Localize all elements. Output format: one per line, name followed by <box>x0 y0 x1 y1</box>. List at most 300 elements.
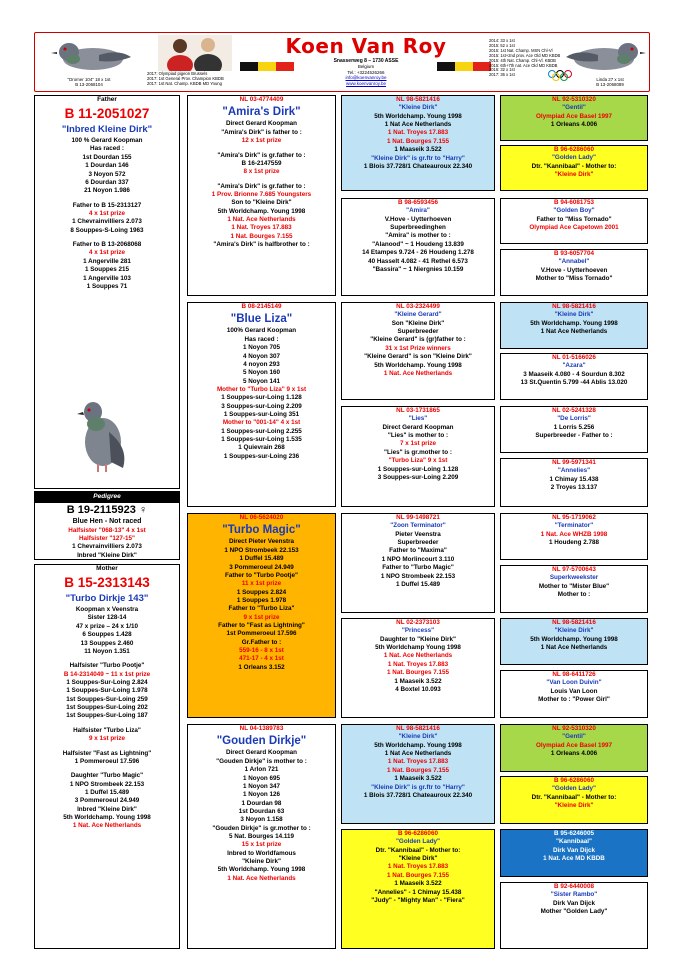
info-line: 1 Duffel 15.489 <box>395 580 441 588</box>
ring-number: NL 99-1498721 <box>396 514 440 521</box>
info-line: 5 Noyon 160 <box>242 369 281 377</box>
pigeon-name: "Annabel" <box>558 258 590 266</box>
info-line: 1 Maaseik 3.522 <box>394 146 442 154</box>
info-line: "Judy" - "Mighty Man" - "Fiera" <box>371 896 465 904</box>
pigeon-photo-right <box>564 35 650 79</box>
father-to-line: Father to B 15-2313127 <box>72 201 142 209</box>
header-banner <box>34 32 650 92</box>
titles-list <box>147 71 224 86</box>
father-line: 6 Dourdan 337 <box>85 178 129 186</box>
info-line: Inbred to Worldfamous <box>227 849 296 857</box>
mother-box <box>34 564 180 949</box>
info-line: 1 Houdeng 2.788 <box>548 539 600 547</box>
pigeon-name: "Kleine Dirk" <box>554 311 594 319</box>
info-line: 5th Worldchamp. Young 1998 <box>530 635 618 643</box>
info-line: Mother to : "Power Girl" <box>538 696 610 704</box>
kleine-dirk-box-1 <box>341 95 495 191</box>
info-line: Direct Pieter Veenstra <box>228 538 295 546</box>
info-line: 1 Quievrain 268 <box>238 444 285 452</box>
ring-number: B 96-6286060 <box>554 777 594 784</box>
info-line: Mother to "Miss Tornado" <box>535 275 613 283</box>
info-line: Pieter Veenstra <box>395 530 441 538</box>
info-line-red: 1 Nat. Ace Netherlands <box>227 874 296 882</box>
info-line: Louis Van Loon <box>550 687 598 695</box>
gouden-dirkje-box <box>187 724 336 949</box>
amira-box <box>341 198 495 296</box>
mother-line: 1 Souppes-Sur-Loing 1.978 <box>66 687 148 695</box>
info-line-red: 12 x 1st prize <box>241 137 282 145</box>
ring-number: NL 92-5310320 <box>552 725 596 732</box>
pigeon-name: "Golden Lady" <box>395 838 441 846</box>
email-link[interactable]: info@koenvanroy.be <box>345 75 387 81</box>
father-line: 1 Dourdan 146 <box>85 162 129 170</box>
info-line: 1 Duffel 15.489 <box>239 555 284 563</box>
mother-line: 1 Souppes-Sur-Loing 2.824 <box>66 678 148 686</box>
achievement-line: 2015: 1st+2nd prov. Ace Old MD KBDB <box>489 52 561 58</box>
father-line: 1st Dourdan 155 <box>82 153 132 161</box>
achievement-line: 2017: 36 x 1st <box>489 72 515 78</box>
subject-box <box>34 502 180 560</box>
pigeon-name: "Gentil" <box>562 104 586 112</box>
father-line: 3 Noyon 572 <box>88 170 126 178</box>
info-line: 1 Souppes-sur-Loing 1.128 <box>377 465 459 473</box>
father-ring: B 11-2051027 <box>64 105 150 121</box>
info-line: 1 Souppes 1.978 <box>236 596 287 604</box>
info-line-red: 1 Prov. Brionne 7.685 Youngsters <box>211 190 312 198</box>
info-line: Dirk Van Dijck <box>553 846 595 854</box>
pigeon-name: "Sister Rambo" <box>550 891 598 899</box>
mother-halfsister-prize: B 14-2314049 ~ 11 x 1st prize <box>63 670 151 678</box>
ring-number: NL 03-4774409 <box>239 96 284 103</box>
info-line: Direct Gerard Koopman <box>225 749 298 757</box>
info-line: 5th Worldchamp. Young 1998 <box>374 361 462 369</box>
info-line: 5 Nat. Bourges 14.119 <box>228 833 295 841</box>
info-line: 1 Souppes-sur-Loing 1.128 <box>221 394 302 402</box>
ring-number: B 96-6286060 <box>398 830 438 837</box>
info-line: V.Hove - Uytterhoeven <box>384 215 452 223</box>
info-line-red: 1 Nat. Bourges 7.155 <box>387 871 449 879</box>
left-caption-line-2: B 13-2068104 <box>75 81 103 87</box>
pigeon-name: "Kannibaal" <box>555 838 593 846</box>
info-line: V.Hove - Uytterhoeven <box>540 266 608 274</box>
annelies-box <box>500 458 648 507</box>
princess-box <box>341 618 495 718</box>
info-line: 4 Noyon 307 <box>242 352 281 360</box>
info-line-red: Mother to "Turbo Liza" 9 x 1st <box>216 385 307 393</box>
info-line: 1 Souppes-sur-Loing 1.535 <box>221 436 302 444</box>
info-line: 1 Blois 37.728/1 Chateauroux 22.340 <box>363 791 473 799</box>
father-line: 8 Souppes-S-Loing 1963 <box>70 226 144 234</box>
achievement-line: 2014: 33 x 1st <box>489 38 515 43</box>
title-line: 2017: 1st General Prov. Champion KBDB <box>147 76 224 82</box>
info-line-blue: "Kleine Dirk" is gr.ftr to "Harry" <box>371 783 465 791</box>
info-line-red: Mother to "001-14" 4 x 1st <box>222 419 301 427</box>
info-line: 1 Souppes-sur-Loing 351 <box>223 411 300 419</box>
terminator-box <box>500 513 648 560</box>
info-line: Has raced : <box>244 335 279 343</box>
subject-halfsister: Halfsister "127-15" <box>78 534 136 542</box>
info-line: 1st Dourdan 63 <box>238 807 285 815</box>
turbo-magic-box <box>187 513 336 718</box>
golden-boy-box <box>500 198 648 244</box>
pigeon-name: "Turbo Magic" <box>222 524 301 537</box>
ring-number: NL 98-5821416 <box>552 619 596 626</box>
info-line: 2 Troyes 13.137 <box>550 484 598 492</box>
kleine-gerard-box <box>341 302 495 400</box>
right-caption-line-2: B 13-2068089 <box>596 81 624 87</box>
ring-number: NL 04-1389783 <box>239 725 284 732</box>
ring-number: NL 98-6411726 <box>552 671 596 678</box>
mother-line: 5th Worldchamp. Young 1998 <box>63 814 151 822</box>
info-line: "Amira's Dirk" is gr.father to : <box>217 151 306 159</box>
ring-number: NL 92-5310320 <box>552 96 596 103</box>
info-line: Mother "Golden Lady" <box>540 908 608 916</box>
pedigree-label: Pedigree <box>34 491 180 502</box>
left-caption-line-1: "Dromer 104" 18 x 1st <box>67 77 111 82</box>
info-line-blue: "Kleine Dirk" is gr.ftr to "Harry" <box>371 154 465 162</box>
mother-line: 1st Souppes-Sur-Loing 259 <box>66 695 148 703</box>
info-line: 1 Souppes-sur-Loing 2.255 <box>221 427 302 435</box>
info-line: "Amira's Dirk" is gr.father to : <box>217 182 306 190</box>
pigeon-name: Superkweekster <box>549 574 599 582</box>
father-name: "Inbred Kleine Dirk" <box>61 123 153 135</box>
info-line-red: 1 Nat. Troyes 17.883 <box>387 129 449 137</box>
pigeon-name: "Blue Liza" <box>230 313 293 326</box>
mother-line: Koopman x Veenstra <box>75 606 139 614</box>
info-line: 3 Souppes-sur-Loing 2.209 <box>377 473 459 481</box>
pigeon-name: "Zoon Terminator" <box>390 522 446 530</box>
telephone: Tel.: +3224526266 <box>347 69 385 75</box>
subject-ring: B 19-2115923 ♀ <box>66 504 148 516</box>
father-line: 1 Chevrainvilliers 2.073 <box>72 218 142 226</box>
info-line-red: 1 Nat. Troyes 17.883 <box>387 758 449 766</box>
info-line: Father to "Turbo Liza" <box>228 605 295 613</box>
info-line: Mother to : <box>557 591 591 599</box>
info-line-red: 1 Nat. Ace Netherlands <box>227 216 296 224</box>
info-line-red: 1 Nat. Ace Netherlands <box>383 652 453 660</box>
info-line-red: Olympiad Ace Basel 1997 <box>535 112 613 120</box>
info-line-red: 1 Nat. Bourges 7.155 <box>387 669 449 677</box>
info-line: 1 Noyon 705 <box>242 344 281 352</box>
info-line: Father to "Maxima" <box>389 547 447 555</box>
mother-line: 11 Noyon 1.351 <box>84 647 130 655</box>
info-line: Mother to "Mister Blue" <box>538 582 610 590</box>
mother-halfsister: Halfsister "Turbo Pootje" <box>69 662 145 670</box>
info-line: 3 Maaseik 4.080 - 4 Sourdun 8.302 <box>523 370 625 378</box>
golden-lady-box-main <box>341 829 495 949</box>
pigeon-name: "Lies" <box>408 415 428 423</box>
belgian-flag-stripe-left <box>240 62 294 71</box>
info-line-red: 1 Nat. Troyes 17.883 <box>231 224 292 232</box>
pigeon-photo-left <box>47 35 133 79</box>
subject-description: Blue Hen - Not raced <box>72 518 142 526</box>
father-to-line: Father to B 13-2068068 <box>72 241 142 249</box>
achievement-line: 2016: 32 x 1st <box>489 67 515 73</box>
right-caption-line-1: Linda 27 x 1st <box>596 77 624 82</box>
info-line: Dirk Van Dijck <box>553 899 595 907</box>
kleine-dirk-box-3 <box>500 302 648 349</box>
people-photo <box>158 35 232 71</box>
ring-number: B 92-6440008 <box>554 883 594 890</box>
info-line: 1 Chimay 15.438 <box>549 475 599 483</box>
info-line: 4 Boxtel 10.093 <box>395 685 441 693</box>
info-line: Gr.Father to : <box>241 638 282 646</box>
mother-line: 47 x prize – 24 x 1/10 <box>76 622 138 630</box>
info-line: "Gouden Dirkje" is gr.mother to : <box>212 824 311 832</box>
street: Snasserweg 8 – 1730 ASSE <box>333 58 399 64</box>
info-line: 1 Souppes-sur-Loing 236 <box>223 452 300 460</box>
info-line-red: 1 Nat. Troyes 17.883 <box>387 863 449 871</box>
father-line: 1 Angerville 281 <box>83 257 131 265</box>
title-line: 2017: 1st Nat. Champ. KBDB MD Young <box>147 81 222 87</box>
info-line-red: 9 x 1st prize <box>243 613 280 621</box>
pigeon-name: "Golden Lady" <box>551 154 597 162</box>
blue-liza-box <box>187 302 336 507</box>
info-line: 1 Noyon 347 <box>242 782 281 790</box>
left-pigeon-caption <box>49 78 129 88</box>
pigeon-name: "Amira's Dirk" <box>222 106 301 119</box>
info-line: 1 Nat. Ace MD KBDB <box>543 855 605 863</box>
info-line-red: 1 Nat. Ace WHZB 1998 <box>540 530 608 538</box>
mother-halfsister-prize: 9 x 1st prize <box>88 735 126 743</box>
mother-line: 3 Pommeroeul 24.949 <box>74 797 140 805</box>
gentil-box-2 <box>500 724 648 772</box>
pigeon-name: "Kleine Dirk" <box>398 104 438 112</box>
mother-line: Sister 128-14 <box>87 614 127 622</box>
subject-line: Inbred "Kleine Dirk" <box>77 551 137 559</box>
info-line: Superbreeder <box>397 328 439 336</box>
info-line: Son "Kleine Dirk" <box>391 319 445 327</box>
info-line: Dtr. "Kannibaal" - Mother to: <box>531 793 617 801</box>
achievement-line: 2015: 6th+7th nat. Ace Old MD KBDB <box>489 62 558 68</box>
info-line: 1 NPO Morlincourt 3.110 <box>381 555 455 563</box>
mother-line: 1st Souppes-Sur-Loing 202 <box>66 704 148 712</box>
info-line: "Kleine Gerard" is son "Kleine Dirk" <box>364 353 472 361</box>
info-line: 5th Worldchamp. Young 1998 <box>374 112 462 120</box>
info-line-red: 471-17 - 4 x 1st <box>239 655 284 663</box>
info-line: 13 St.Quentin 5.799 -44 Ablis 13.020 <box>520 379 628 387</box>
belgian-flag-stripe-right <box>437 62 491 71</box>
father-to-prize: 4 x 1st prize <box>88 209 126 217</box>
mother-halfsister: Halfsister "Fast as Lightning" <box>62 749 152 757</box>
info-line: 4 noyon 293 <box>243 360 280 368</box>
info-line: Father to "Miss Tornado" <box>536 215 612 223</box>
info-line: 5th Worldchamp Young 1998 <box>375 644 461 652</box>
info-line: 1 NPO Strombeek 22.153 <box>380 572 456 580</box>
mother-line: 1st Souppes-Sur-Loing 187 <box>66 712 148 720</box>
mother-line-red: 1 Nat. Ace Netherlands <box>72 822 142 830</box>
father-line: 1 Souppes 71 <box>86 282 128 290</box>
mother-line: Inbred "Kleine Dirk" <box>77 805 137 813</box>
ring-number: NL 99-5971341 <box>552 459 596 466</box>
info-line: "Kleine Dirk" <box>242 858 281 866</box>
info-line: 1 Nat Ace Netherlands <box>384 121 452 129</box>
ring-number: NL 01-5166026 <box>552 354 596 361</box>
info-line: 1 Maaseik 3.522 <box>394 775 442 783</box>
info-line: 1 Souppes 2.824 <box>236 588 287 596</box>
ring-number: NL 02-2373103 <box>396 619 440 626</box>
achievement-line: 2015: 4th Nat. Champ. Chl-Vl. KBDB <box>489 57 556 63</box>
info-line: 3 Pommeroeul 24.949 <box>229 563 294 571</box>
info-line: 40 Hasselt 4.082 - 41 Rethel 6.573 <box>368 257 468 265</box>
info-line: 5th Worldchamp. Young 1998 <box>217 866 306 874</box>
ring-number: B 08-2145149 <box>241 303 282 310</box>
info-line: Daughter to "Kleine Dirk" <box>380 635 456 643</box>
sister-rambo-box <box>500 882 648 949</box>
info-line: 5th Worldchamp. Young 1998 <box>374 741 462 749</box>
ring-number: NL 98-5821416 <box>396 96 440 103</box>
ring-number: NL 95-1719062 <box>552 514 596 521</box>
father-line: Has raced : <box>90 145 124 153</box>
mother-line: 1 Pommeroeul 17.596 <box>74 757 140 765</box>
info-line-red: 1 Nat. Ace Netherlands <box>383 369 453 377</box>
pigeon-name: "Golden Boy" <box>553 207 595 215</box>
ring-number: NL 02-5241328 <box>552 407 596 414</box>
pigeon-name: "Princess" <box>401 627 435 635</box>
pigeon-name: "Amira" <box>406 207 430 215</box>
info-line: 1 Arlon 721 <box>244 766 279 774</box>
info-line: "Lies" is mother to : <box>387 432 449 440</box>
mother-line: 13 Souppes 2.460 <box>80 639 134 647</box>
info-line: 1 Orleans 4.006 <box>550 750 598 758</box>
info-line: "Amira's Dirk" is father to : <box>221 128 302 136</box>
achievement-line: 2015: 52 x 1st <box>489 42 515 48</box>
info-line: 3 Souppes-sur-Loing 2.209 <box>221 402 302 410</box>
ring-number: NL 03-2324499 <box>396 303 440 310</box>
father-line: 1 Angerville 103 <box>83 274 131 282</box>
info-line: 14 Etampes 9.724 - 26 Houdeng 1.278 <box>362 249 474 257</box>
info-line: Father to "Turbo Magic" <box>382 564 454 572</box>
info-line: "Amira" is mother to : <box>385 232 451 240</box>
subject-line: 1 Chevrainvilliers 2.073 <box>72 543 142 551</box>
ring-number: NL 98-5821416 <box>552 303 596 310</box>
info-line-red: 31 x 1st Prize winners <box>385 344 451 352</box>
ring-number: NL 98-5821416 <box>396 725 440 732</box>
ring-number: NL 06-5624020 <box>239 514 284 521</box>
achievement-line: 2015: 1st Nat. Champ. MSN Chl-Vl <box>489 47 553 53</box>
azara-box <box>500 353 648 400</box>
father-line: 1 Souppes 215 <box>84 266 130 274</box>
info-line: Father to "Fast as Lightning" <box>218 622 305 630</box>
info-line: Superbreedinghen <box>390 224 446 232</box>
kannibaal-box <box>500 829 648 877</box>
website-link[interactable]: www.koenvanroy.be <box>346 80 386 86</box>
ring-number: B 94-6081753 <box>554 199 594 206</box>
annabel-box <box>500 249 648 296</box>
info-line: Superbreeder <box>397 539 439 547</box>
info-line: Dtr. "Kannibaal" - Mother to: <box>375 846 461 854</box>
info-line: 1 Lorris 5.256 <box>553 423 595 431</box>
info-line: 1 Nat Ace Netherlands <box>540 644 608 652</box>
info-line: 1 Nat Ace Netherlands <box>540 328 608 336</box>
mother-ring: B 15-2313143 <box>64 574 150 590</box>
pigeon-name: "Golden Lady" <box>551 785 597 793</box>
father-line: 100 % Gerard Koopman <box>71 137 143 145</box>
ring-number: B 98-6593456 <box>398 199 438 206</box>
info-line: Son to "Kleine Dirk" <box>231 199 292 207</box>
father-line: 21 Noyon 1.986 <box>84 187 130 195</box>
info-line: "Lies" is gr.mother to : <box>384 448 452 456</box>
mother-daughter: Daughter "Turbo Magic" <box>70 772 144 780</box>
info-line-red: "Kleine Dirk" <box>554 171 594 179</box>
info-line: 1 Maaseik 3.522 <box>394 677 442 685</box>
info-line: "Gouden Dirkje" is mother to : <box>216 757 307 765</box>
info-line: 1 Noyon 695 <box>242 774 281 782</box>
info-line: "Bassira" ~ 1 Niergnies 10.159 <box>372 265 464 273</box>
lies-box <box>341 406 495 507</box>
right-pigeon-caption <box>570 78 650 88</box>
info-line-red: "Kleine Dirk" <box>554 802 594 810</box>
brand-name: Koen Van Roy <box>285 34 447 58</box>
info-line: "Annelies" - 1 Chimay 15.438 <box>374 888 462 896</box>
golden-lady-box-1 <box>500 145 648 191</box>
info-line-red: 1 Nat. Bourges 7.155 <box>387 766 449 774</box>
mother-line: 1 NPO Strombeek 22.153 <box>69 780 145 788</box>
mother-line: 6 Souppes 1.428 <box>82 631 132 639</box>
info-line: 5th Worldchamp. Young 1998 <box>217 207 306 215</box>
address-block <box>295 58 437 86</box>
info-line-red: 11 x 1st prize <box>241 580 282 588</box>
info-line: "Kleine Gerard" is (gr)father to : <box>370 336 466 344</box>
info-line: Direct Gerard Koopman <box>382 423 454 431</box>
country: Belgium <box>357 64 375 70</box>
kleine-dirk-box-4 <box>500 618 648 665</box>
info-line: 1 Blois 37.728/1 Chateauroux 22.340 <box>363 162 473 170</box>
info-line: Direct Gerard Koopman <box>225 120 298 128</box>
info-line: 1st Pommeroeul 17.596 <box>226 630 297 638</box>
title-line: 2017: Olympiad pigeon Brussels <box>147 71 208 76</box>
father-label: Father <box>97 96 117 103</box>
info-line: 100% Gerard Koopman <box>226 327 297 335</box>
info-line: 1 Nat Ace Netherlands <box>384 750 452 758</box>
pigeon-name: "Gouden Dirkje" <box>216 735 307 748</box>
pigeon-name: "De Lorris" <box>557 415 591 423</box>
pigeon-name: "Kleine Gerard" <box>394 311 442 319</box>
ring-number: B 95-6246005 <box>554 830 594 837</box>
info-line: Father to "Turbo Pootje" <box>224 571 299 579</box>
de-lorris-box <box>500 406 648 453</box>
ring-number: B 96-6286060 <box>554 146 594 153</box>
pigeon-name: "Van Loon Duivin" <box>546 679 602 687</box>
pigeon-name: "Gentil" <box>562 733 586 741</box>
info-line: Dtr. "Kannibaal" - Mother to: <box>531 162 617 170</box>
info-line-red: 7 x 1st prize <box>399 440 437 448</box>
info-line: 1 Maaseik 3.522 <box>394 880 442 888</box>
zoon-terminator-box <box>341 513 495 613</box>
info-line: 1 Orleans 3.152 <box>238 663 285 671</box>
amiras-dirk-box <box>187 95 336 296</box>
pigeon-name: "Azara" <box>562 362 586 370</box>
info-line: 5th Worldchamp. Young 1998 <box>530 319 618 327</box>
info-line: "Alanood" ~ 1 Houdeng 13.839 <box>372 240 464 248</box>
mother-label: Mother <box>96 565 118 572</box>
info-line: 3 Noyon 1.158 <box>240 816 283 824</box>
info-line: "Kleine Dirk" <box>398 855 438 863</box>
father-to-prize: 4 x 1st prize <box>88 249 126 257</box>
golden-lady-box-2 <box>500 776 648 824</box>
info-line-red: 559-16 - 8 x 1st <box>239 647 284 655</box>
subject-halfsister: Halfsister "068-13" 4 x 1st <box>68 526 146 534</box>
info-line-red: Olympiad Ace Capetown 2001 <box>529 224 619 232</box>
info-line: Superbreeder - Father to : <box>535 432 613 440</box>
mother-line: 1 Duffel 15.489 <box>84 788 130 796</box>
mother-name: "Turbo Dirkje 143" <box>65 592 149 604</box>
info-line-red: 15 x 1st prize <box>241 841 282 849</box>
pigeon-photo-main <box>63 392 143 474</box>
pigeon-name: "Annelies" <box>557 467 591 475</box>
info-line: 1 Orleans 4.006 <box>550 121 598 129</box>
superkweekster-box <box>500 565 648 613</box>
